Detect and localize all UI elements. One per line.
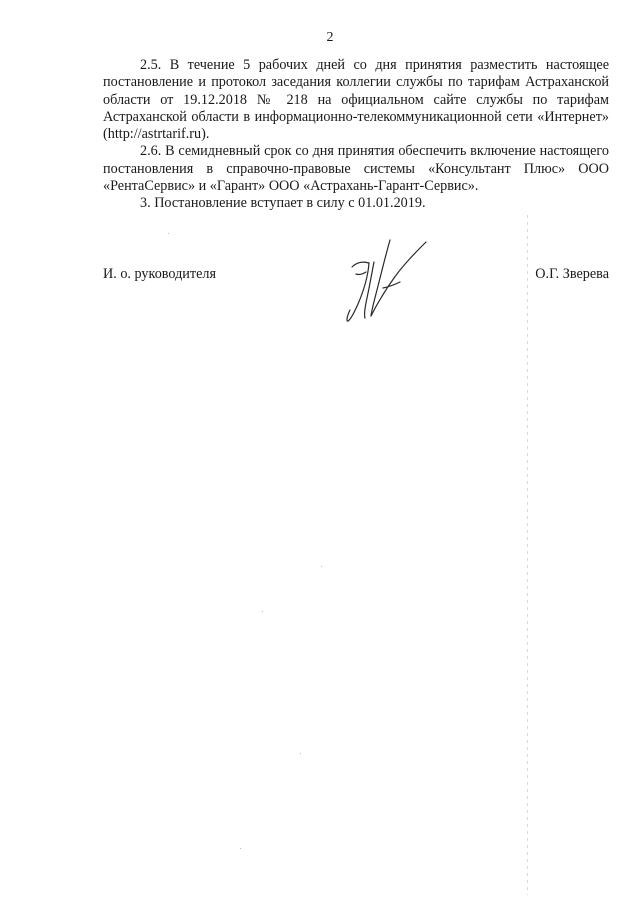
signatory-name: О.Г. Зверева bbox=[535, 266, 609, 282]
paragraph-2-5: 2.5. В течение 5 рабочих дней со дня принятия разместить настоящее постановление и протокол заседания коллегии службы по тарифам Астраханской области от 19.12.2018 № 218 на официальном сайте службы по тарифам Астраханской области в информационно-телекоммуникационной сети «Интернет» (http://astrtarif.ru). bbox=[103, 57, 609, 143]
scan-speck bbox=[168, 233, 169, 234]
paragraph-2-6: 2.6. В семидневный срок со дня принятия обеспечить включение настоящего постановления в справочно-правовые системы «Консультант Плюс» ООО «РентаСервис» и «Гарант» ООО «Астрахань-Гарант-Сервис». bbox=[103, 143, 609, 195]
paragraph-3: 3. Постановление вступает в силу с 01.01.2019. bbox=[140, 195, 426, 212]
scan-speck bbox=[321, 566, 322, 567]
scan-speck bbox=[262, 611, 263, 612]
scan-edge-artifact bbox=[527, 215, 528, 895]
handwritten-signature bbox=[338, 232, 433, 328]
page-number: 2 bbox=[326, 30, 334, 45]
scan-speck bbox=[240, 848, 241, 849]
document-body bbox=[103, 57, 609, 213]
signatory-position: И. о. руководителя bbox=[103, 266, 216, 282]
scan-speck bbox=[300, 753, 301, 754]
